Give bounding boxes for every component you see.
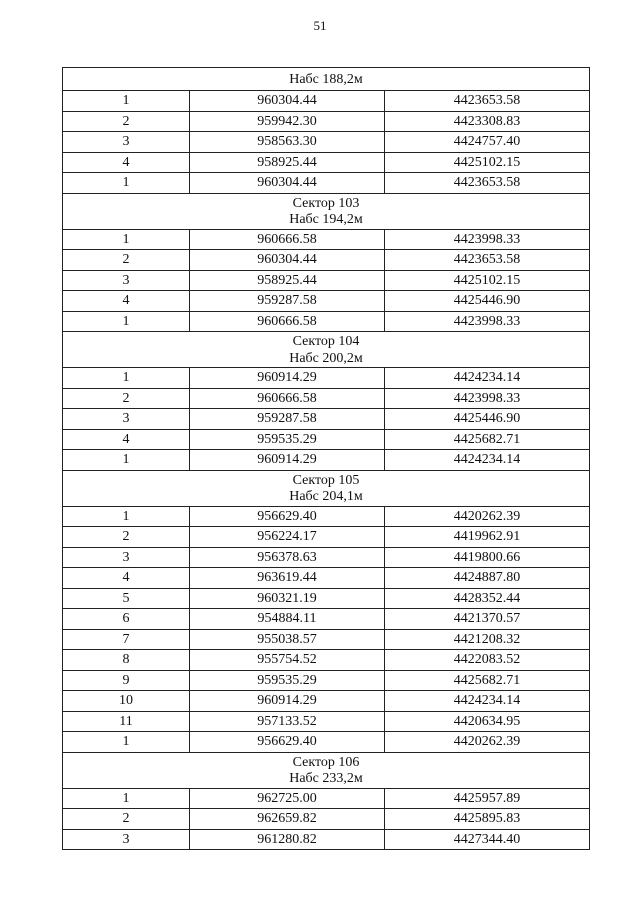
table-row (63, 409, 590, 430)
table-row (63, 250, 590, 271)
table-row (63, 368, 590, 389)
table-row (63, 711, 590, 732)
x-coordinate-cell: 959287.58 (190, 291, 385, 312)
point-number-cell: 1 (63, 788, 190, 809)
point-number-cell: 3 (63, 829, 190, 850)
point-number-cell: 4 (63, 568, 190, 589)
y-coordinate-cell: 4428352.44 (385, 588, 590, 609)
point-number-cell: 1 (63, 91, 190, 112)
table-row (63, 152, 590, 173)
point-number-cell: 5 (63, 588, 190, 609)
table-row (63, 568, 590, 589)
y-coordinate-cell: 4425446.90 (385, 409, 590, 430)
table-row (63, 788, 590, 809)
section-header-line: Набс 188,2м (289, 71, 363, 87)
table-row (63, 629, 590, 650)
section-header-row (63, 752, 590, 788)
y-coordinate-cell: 4425682.71 (385, 429, 590, 450)
section-header (63, 193, 590, 229)
point-number-cell: 1 (63, 450, 190, 471)
x-coordinate-cell: 961280.82 (190, 829, 385, 850)
section-header-line: Сектор 105 (292, 472, 360, 488)
table-row (63, 829, 590, 850)
table-row (63, 270, 590, 291)
y-coordinate-cell: 4421208.32 (385, 629, 590, 650)
section-header-line: Набс 194,2м (289, 212, 363, 227)
y-coordinate-cell: 4423308.83 (385, 111, 590, 132)
point-number-cell: 1 (63, 506, 190, 527)
y-coordinate-cell: 4423653.58 (385, 250, 590, 271)
point-number-cell: 4 (63, 291, 190, 312)
x-coordinate-cell: 955754.52 (190, 650, 385, 671)
y-coordinate-cell: 4423998.33 (385, 388, 590, 409)
table-row (63, 588, 590, 609)
point-number-cell: 1 (63, 732, 190, 753)
table-row (63, 311, 590, 332)
point-number-cell: 3 (63, 547, 190, 568)
x-coordinate-cell: 960914.29 (190, 368, 385, 389)
x-coordinate-cell: 958925.44 (190, 270, 385, 291)
y-coordinate-cell: 4425957.89 (385, 788, 590, 809)
table-row (63, 429, 590, 450)
point-number-cell: 1 (63, 173, 190, 194)
y-coordinate-cell: 4424887.80 (385, 568, 590, 589)
y-coordinate-cell: 4423653.58 (385, 173, 590, 194)
section-header (63, 332, 590, 368)
section-header-line: Сектор 106 (292, 754, 360, 770)
x-coordinate-cell: 956378.63 (190, 547, 385, 568)
point-number-cell: 1 (63, 311, 190, 332)
x-coordinate-cell: 960321.19 (190, 588, 385, 609)
point-number-cell: 2 (63, 388, 190, 409)
x-coordinate-cell: 958563.30 (190, 132, 385, 153)
y-coordinate-cell: 4424234.14 (385, 368, 590, 389)
x-coordinate-cell: 958925.44 (190, 152, 385, 173)
section-header-row (63, 68, 590, 91)
x-coordinate-cell: 955038.57 (190, 629, 385, 650)
x-coordinate-cell: 960914.29 (190, 691, 385, 712)
table-row (63, 670, 590, 691)
point-number-cell: 9 (63, 670, 190, 691)
section-header-line: Набс 233,2м (289, 771, 363, 786)
point-number-cell: 2 (63, 809, 190, 830)
section-header-line: Сектор 104 (292, 334, 360, 349)
point-number-cell: 6 (63, 609, 190, 630)
point-number-cell: 10 (63, 691, 190, 712)
y-coordinate-cell: 4419962.91 (385, 527, 590, 548)
x-coordinate-cell: 960666.58 (190, 311, 385, 332)
x-coordinate-cell: 954884.11 (190, 609, 385, 630)
point-number-cell: 7 (63, 629, 190, 650)
y-coordinate-cell: 4419800.66 (385, 547, 590, 568)
table-row (63, 650, 590, 671)
x-coordinate-cell: 957133.52 (190, 711, 385, 732)
section-header-row (63, 332, 590, 368)
section-header (63, 470, 590, 506)
y-coordinate-cell: 4424757.40 (385, 132, 590, 153)
table-row (63, 291, 590, 312)
point-number-cell: 3 (63, 132, 190, 153)
table-row (63, 506, 590, 527)
section-header-line: Набс 204,1м (289, 489, 363, 504)
point-number-cell: 2 (63, 527, 190, 548)
point-number-cell: 2 (63, 250, 190, 271)
point-number-cell: 2 (63, 111, 190, 132)
x-coordinate-cell: 956629.40 (190, 732, 385, 753)
y-coordinate-cell: 4420634.95 (385, 711, 590, 732)
y-coordinate-cell: 4423998.33 (385, 229, 590, 250)
x-coordinate-cell: 959942.30 (190, 111, 385, 132)
point-number-cell: 8 (63, 650, 190, 671)
x-coordinate-cell: 963619.44 (190, 568, 385, 589)
section-header-line: Набс 200,2м (289, 350, 363, 366)
table-row (63, 609, 590, 630)
y-coordinate-cell: 4427344.40 (385, 829, 590, 850)
y-coordinate-cell: 4423653.58 (385, 91, 590, 112)
y-coordinate-cell: 4424234.14 (385, 691, 590, 712)
x-coordinate-cell: 960304.44 (190, 91, 385, 112)
section-header-row (63, 470, 590, 506)
x-coordinate-cell: 960666.58 (190, 229, 385, 250)
x-coordinate-cell: 960304.44 (190, 173, 385, 194)
table-row (63, 111, 590, 132)
table-row (63, 388, 590, 409)
x-coordinate-cell: 959535.29 (190, 670, 385, 691)
section-header-row (63, 193, 590, 229)
x-coordinate-cell: 962659.82 (190, 809, 385, 830)
y-coordinate-cell: 4421370.57 (385, 609, 590, 630)
y-coordinate-cell: 4422083.52 (385, 650, 590, 671)
x-coordinate-cell: 959535.29 (190, 429, 385, 450)
y-coordinate-cell: 4425446.90 (385, 291, 590, 312)
point-number-cell: 1 (63, 229, 190, 250)
point-number-cell: 3 (63, 270, 190, 291)
coordinates-table (62, 67, 590, 850)
y-coordinate-cell: 4425895.83 (385, 809, 590, 830)
x-coordinate-cell: 956629.40 (190, 506, 385, 527)
x-coordinate-cell: 960914.29 (190, 450, 385, 471)
y-coordinate-cell: 4420262.39 (385, 506, 590, 527)
point-number-cell: 4 (63, 429, 190, 450)
table-row (63, 527, 590, 548)
table-row (63, 132, 590, 153)
point-number-cell: 3 (63, 409, 190, 430)
table-row (63, 450, 590, 471)
table-row (63, 732, 590, 753)
y-coordinate-cell: 4423998.33 (385, 311, 590, 332)
section-header (63, 68, 590, 91)
table-row (63, 91, 590, 112)
table-row (63, 229, 590, 250)
y-coordinate-cell: 4424234.14 (385, 450, 590, 471)
section-header (63, 752, 590, 788)
y-coordinate-cell: 4420262.39 (385, 732, 590, 753)
x-coordinate-cell: 960304.44 (190, 250, 385, 271)
y-coordinate-cell: 4425682.71 (385, 670, 590, 691)
point-number-cell: 4 (63, 152, 190, 173)
table-row (63, 691, 590, 712)
point-number-cell: 1 (63, 368, 190, 389)
page-number: 51 (313, 18, 327, 33)
y-coordinate-cell: 4425102.15 (385, 152, 590, 173)
section-header-line: Сектор 103 (292, 195, 360, 211)
table-row (63, 173, 590, 194)
x-coordinate-cell: 962725.00 (190, 788, 385, 809)
table-row (63, 809, 590, 830)
x-coordinate-cell: 959287.58 (190, 409, 385, 430)
x-coordinate-cell: 956224.17 (190, 527, 385, 548)
y-coordinate-cell: 4425102.15 (385, 270, 590, 291)
point-number-cell: 11 (63, 711, 190, 732)
x-coordinate-cell: 960666.58 (190, 388, 385, 409)
table-row (63, 547, 590, 568)
